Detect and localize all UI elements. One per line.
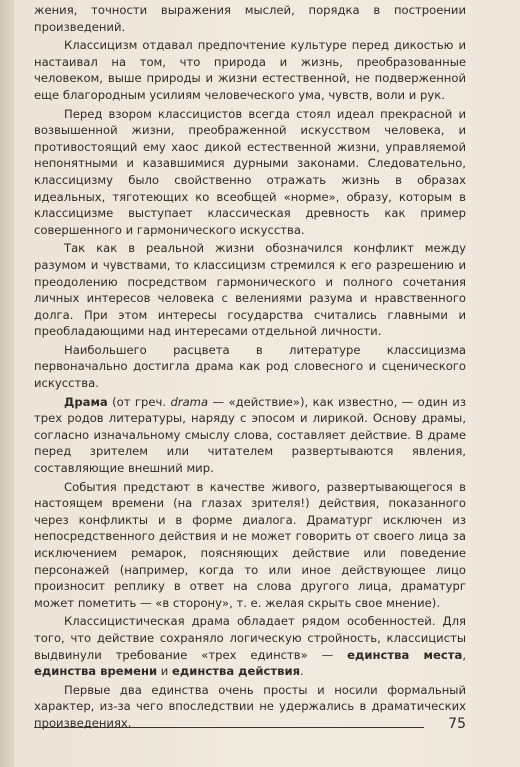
paragraph-unities	[34, 613, 466, 679]
unities-sep-2: и	[157, 664, 173, 679]
footer-rule	[34, 727, 424, 728]
page-footer	[34, 716, 466, 736]
drama-text-2: — «действие»), как известно, — один из трех родов литературы, наряду с эпосом и лирикой. Основу драмы, согласно изначальному смыслу слова, составляет действие. В драме перед зрителем или читателем развертываются явления, составляющие внешний мир.	[34, 394, 466, 476]
paragraph-events: События предстают в качестве живого, развертывающегося в настоящем времени (на глазах зрителя!) действия, показанного через конфликты и в форме диалога. Драматург исключен из непосредственного действия и не может говорить от своего лица за исключением ремарок, поясняющих действие или поведение персонажей (например, когда то или иное действующее лицо произносит реплику в ответ на слова другого лица, драматург может пометить — «в сторону», т. е. желая скрыть свое мнение).	[34, 479, 466, 610]
paragraph-conflict: Так как в реальной жизни обозначился конфликт между разумом и чувствами, то классицизм стремился к его разрешению и преодолению посредством гармонического и полного сочетания личных интересов человека с велениями разума и нравственного долга. При этом интересы государства считались главными и преобладающими над интересами отдельной личности.	[34, 241, 466, 339]
unities-end: .	[300, 664, 304, 679]
paragraph-culture: Классицизм отдавал предпочтение культуре перед дикостью и настаивал на том, что природа и жизнь, преобразованные человеком, выше природы и жизни естественной, не подверженной еще благородным усилиям человеческого ума, чувств, воли и рук.	[34, 38, 466, 102]
unities-text: Классицистическая драма обладает рядом особенностей. Для того, что действие сохраняло логическую стройность, классицисты выдвинули требование «трех единств» —	[34, 614, 466, 662]
paragraph-continued: жения, точности выражения мыслей, порядка в построении произведений.	[34, 3, 466, 34]
body-text	[34, 2, 466, 734]
greek-word: drama	[170, 394, 209, 409]
page-number: 75	[448, 716, 466, 732]
term-drama: Драма	[64, 394, 108, 409]
paragraph-ideal: Перед взором классицистов всегда стоял идеал прекрасной и возвышенной жизни, преображенной искусством человека, и противостоящий ему хаос дикой естественной жизни, управляемой непонятными и казавшимися дурными законами. Следовательно, классицизму было свойственно отражать жизнь в образах идеальных, тяготеющих ко всеобщей «норме», образу, которым в классицизме выступает классическая древность как пример совершенного и гармонического искусства.	[34, 106, 466, 237]
drama-text-1: (от греч.	[107, 394, 171, 409]
term-unity-action: единства действия	[172, 664, 301, 679]
unities-sep-1: ,	[462, 647, 466, 662]
book-spine-shadow	[0, 0, 14, 767]
term-unity-time: единства времени	[34, 664, 158, 679]
term-unity-place: единства места	[347, 647, 463, 662]
paragraph-drama-definition	[34, 394, 466, 477]
paragraph-first-two-unities: Первые два единства очень просты и носили формальный характер, из-за чего впоследствии не удержались в драматических произведениях.	[34, 682, 466, 730]
paragraph-drama-flourish: Наибольшего расцвета в литературе классицизма первоначально достигла драма как род словесного и сценического искусства.	[34, 342, 466, 391]
